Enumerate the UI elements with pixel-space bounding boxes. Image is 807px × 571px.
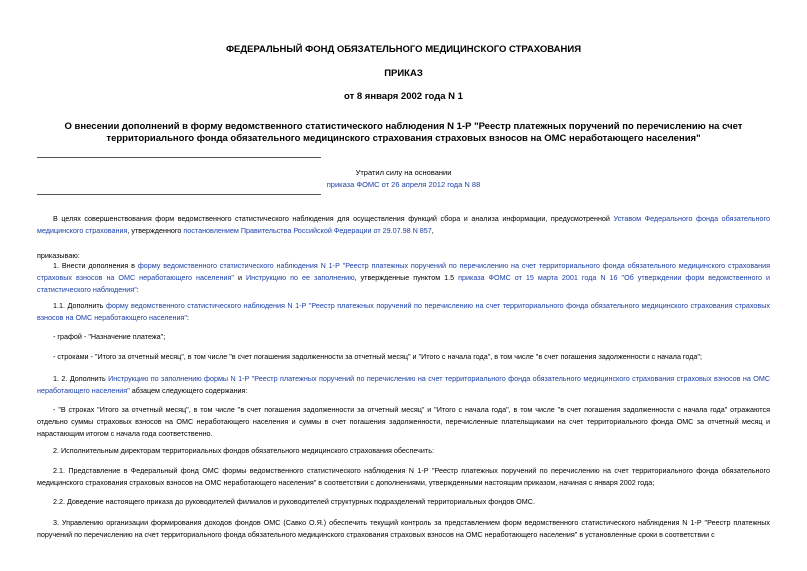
preamble-mid: , утвержденного [127,226,182,235]
paragraph-rows: - строками - "Итого за отчетный месяц", в том числе "в счет погашения задолженности за отчетный месяц" и "Итого с начала года", в том числе "в счет погашения задолженности с начала года"; [53,352,702,361]
paragraph-2: 2. Исполнительным директорам территориальных фондов обязательного медицинского страхования обеспечить: [53,446,434,455]
paragraph-1-1 [37,300,770,324]
doc-type-heading: ПРИКАЗ [384,68,423,79]
status-note-text: Утратил силу на основании [355,168,452,177]
paragraph-column: - графой - "Назначение платежа"; [53,332,166,341]
instruction-form-link[interactable]: Инструкцию по заполнению формы N 1-Р "Реестр платежных поручений по перечислению на счет территориального фонда обязательного медицинского страхования страховых взносов на ОМС неработающего населения" [37,374,771,395]
p1-mid2: , утвержденные пунктом 1.5 [354,273,455,282]
government-decree-link[interactable]: постановлением Правительства Российской Федерации от 29.07.98 N 857 [183,226,432,235]
form-1r-link-2[interactable]: форму ведомственного статистического наблюдения N 1-Р "Реестр платежных поручений по перечислению на счет территориального фонда обязательного медицинского страхования страховых взносов на ОМС неработающего населения" [37,301,770,322]
paragraph-preamble [37,213,770,237]
charter-link[interactable]: Уставом Федерального фонда обязательного медицинского страхования [37,214,770,235]
paragraph-new-clause: - "В строках "Итого за отчетный месяц", в том числе "в счет погашения задолженности за отчетный месяц" и "Итого с начала года", в том числе "в счет погашения задолженности с начала года" отражаются отдельно суммы страховых взносов на ОМС неработающего населения и суммы в счет погашения задолженности, перечисленные плательщиками на счет территориального фонда ОМС за отчетный месяц и нарастающим итогом с начала года соответственно. [37,405,770,438]
p11-end: : [186,313,189,322]
paragraph-1-2 [37,373,770,397]
repeal-order-link[interactable]: приказа ФОМС от 26 апреля 2012 года N 88 [326,180,481,189]
divider-top [37,157,321,158]
p1-end: : [136,285,139,294]
paragraph-2-2: 2.2. Доведение настоящего приказа до руководителей филиалов и руководителей структурных подразделений территориальных фондов ОМС. [53,497,535,506]
org-heading: ФЕДЕРАЛЬНЫЙ ФОНД ОБЯЗАТЕЛЬНОГО МЕДИЦИНСКОГО СТРАХОВАНИЯ [225,44,582,55]
p12-end: абзацем следующего содержания: [131,386,248,395]
instruction-link[interactable]: Инструкцию по ее заполнению [245,273,355,282]
status-note-line2 [300,179,507,191]
paragraph-2-1: 2.1. Представление в Федеральный фонд ОМС формы ведомственного статистического наблюдения N 1-Р "Реестр платежных поручений по перечислению на счет территориального фонда обязательного медицинского страхования страховых взносов на ОМС неработающего населения" в соответствии с дополнениями, утвержденными настоящим приказом, начиная с января 2002 года; [37,466,770,487]
form-1r-link[interactable]: форму ведомственного статистического наблюдения N 1-Р "Реестр платежных поручений по перечислению на счет территориального фонда обязательного медицинского страхования страховых взносов на ОМС неработающего населения" [37,261,771,282]
p12-start: 1. 2. Дополнить [53,374,106,383]
paragraph-order: приказываю: [37,251,80,260]
paragraph-3: 3. Управлению организации формирования доходов фондов ОМС (Савко О.Я.) обеспечить текущий контроль за представлением форм ведомственного статистического наблюдения N 1-Р "Реестр платежных поручений по перечислению на счет территориального фонда обязательного медицинского страхования страховых взносов на ОМС неработающего населения" в установленные сроки в соответствии с [37,518,770,539]
p1-mid: и [237,273,242,282]
paragraph-1 [37,260,770,296]
doc-date: от 8 января 2002 года N 1 [344,91,463,102]
p11-start: 1.1. Дополнить [53,301,104,310]
preamble-text: В целях совершенствования форм ведомственного статистического наблюдения для осуществления функций сбора и анализа информации, предусмотренной [53,214,610,223]
divider-bottom [37,194,321,195]
p1-start: 1. Внести дополнения в [53,261,135,270]
preamble-end: , [431,226,434,235]
doc-title: О внесении дополнений в форму ведомственного статистического наблюдения N 1-Р "Реестр платежных поручений по перечислению на счет территориального фонда обязательного медицинского страхования страховых взносов на ОМС неработающего населения" [64,121,743,144]
foms-order-16-link[interactable]: приказа ФОМС от 15 марта 2001 года N 16 "Об утверждении форм ведомственного и статистического наблюдения" [37,273,770,294]
